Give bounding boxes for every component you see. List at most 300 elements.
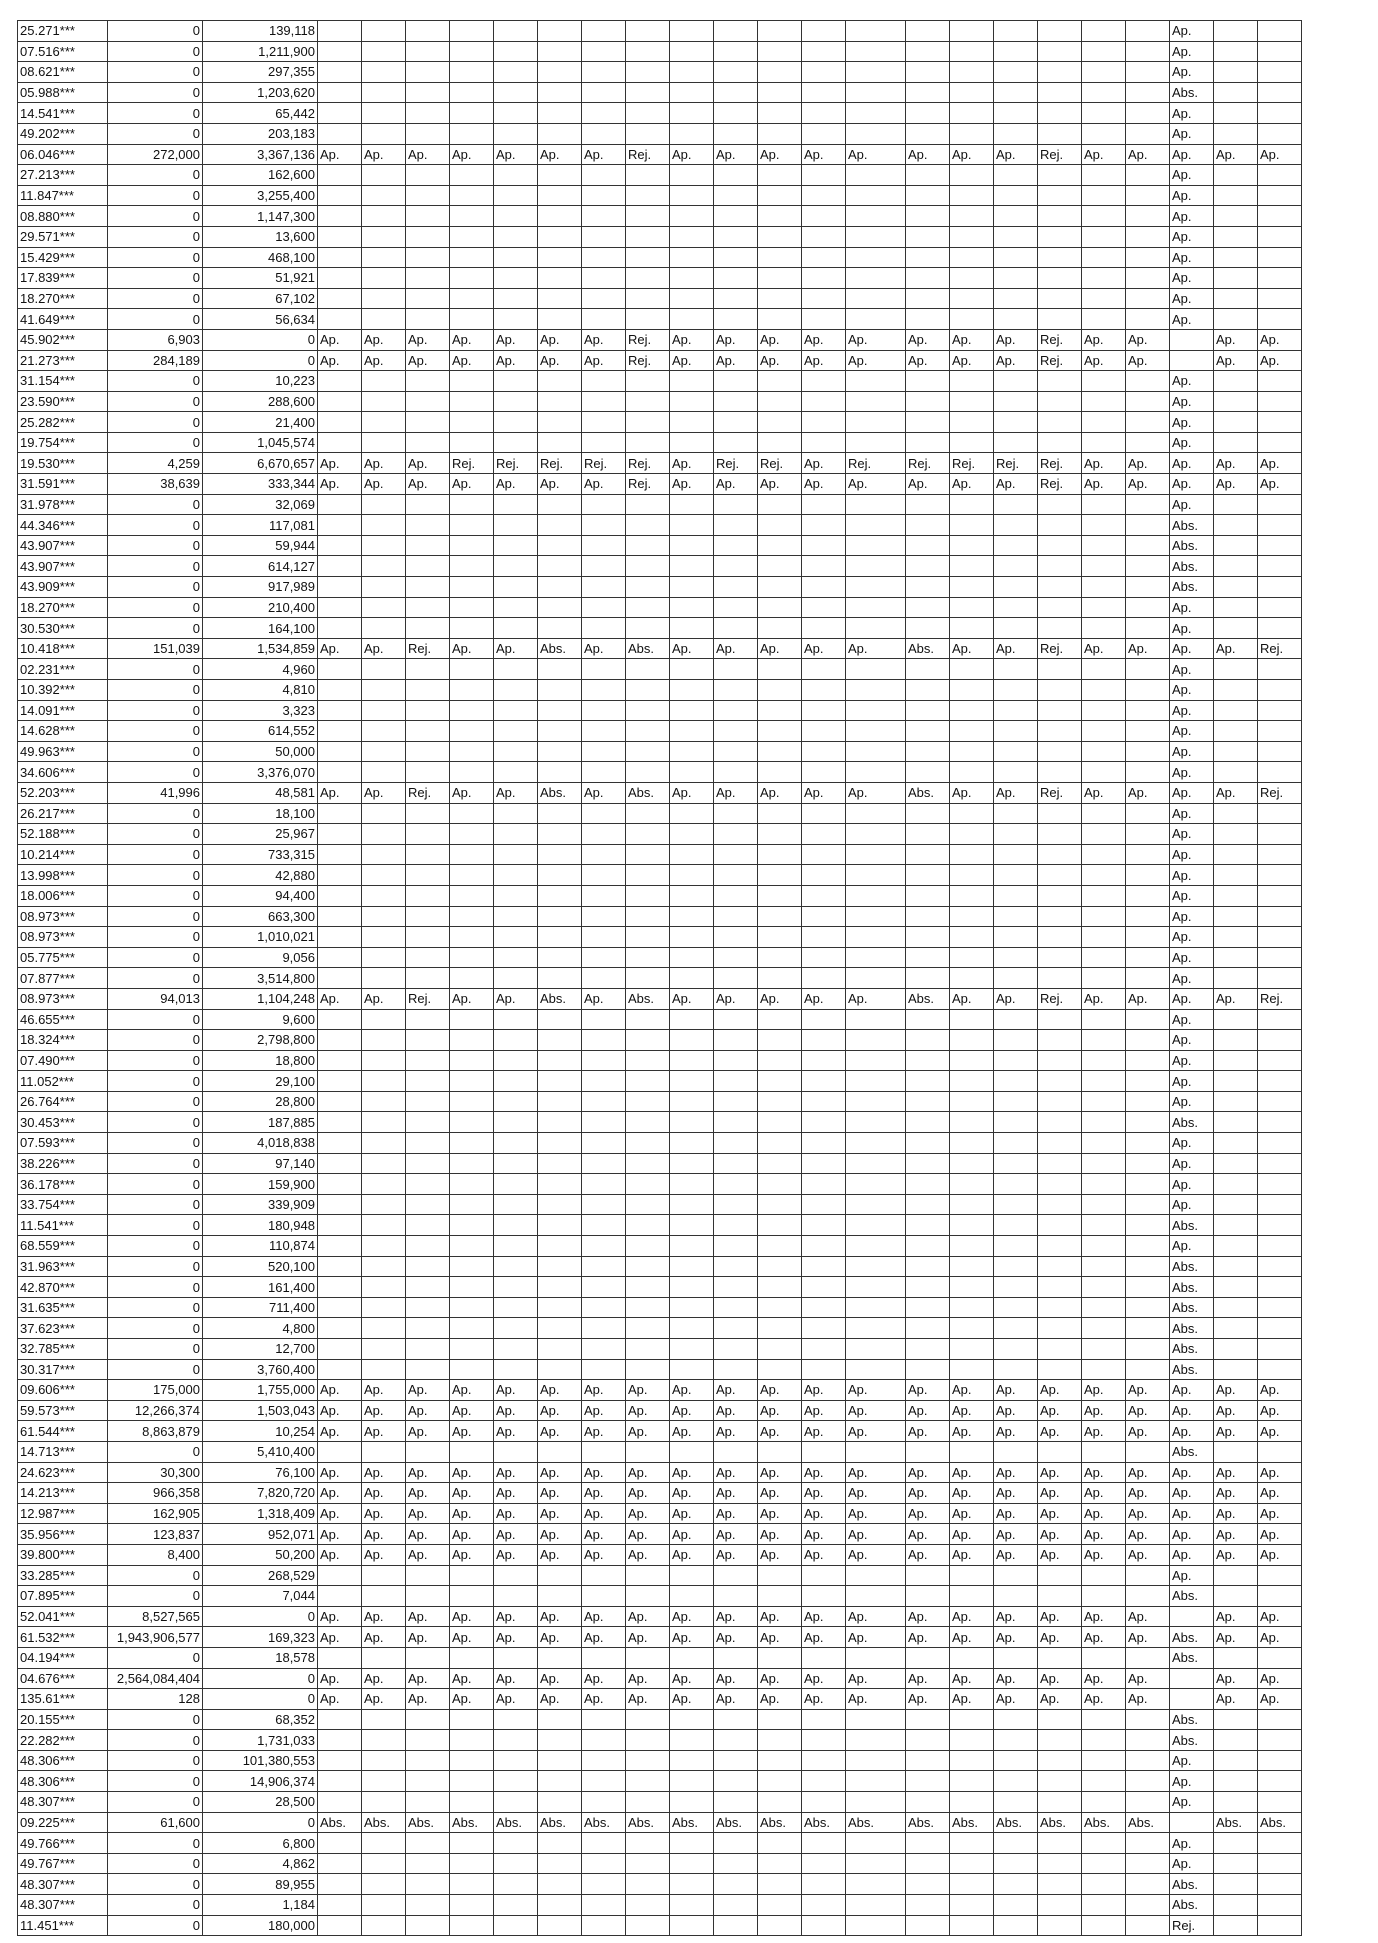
holder-id-cell: 22.282*** bbox=[18, 1730, 108, 1751]
shares-a-cell: 0 bbox=[108, 659, 203, 680]
vote-cell bbox=[1214, 1750, 1258, 1771]
table-row bbox=[18, 1215, 1302, 1236]
vote-cell bbox=[626, 741, 670, 762]
vote-cell: Ap. bbox=[1170, 988, 1214, 1009]
vote-cell bbox=[802, 947, 846, 968]
shares-a-cell: 2,564,084,404 bbox=[108, 1668, 203, 1689]
vote-cell: Abs. bbox=[626, 1812, 670, 1833]
vote-cell bbox=[1214, 1565, 1258, 1586]
vote-cell bbox=[1126, 165, 1170, 186]
holder-id-cell: 49.963*** bbox=[18, 741, 108, 762]
vote-cell: Ap. bbox=[714, 638, 758, 659]
vote-cell bbox=[950, 556, 994, 577]
vote-cell: Ap. bbox=[494, 350, 538, 371]
vote-cell bbox=[582, 577, 626, 598]
vote-cell bbox=[406, 103, 450, 124]
vote-cell bbox=[626, 1792, 670, 1813]
vote-cell bbox=[758, 515, 802, 536]
vote-cell: Ap. bbox=[950, 1606, 994, 1627]
vote-cell bbox=[582, 1730, 626, 1751]
vote-cell: Ap. bbox=[1170, 1071, 1214, 1092]
vote-cell: Ap. bbox=[450, 144, 494, 165]
vote-cell: Ap. bbox=[714, 1380, 758, 1401]
vote-cell bbox=[670, 1833, 714, 1854]
table-row bbox=[18, 1750, 1302, 1771]
vote-cell bbox=[906, 535, 950, 556]
vote-cell: Ap. bbox=[758, 782, 802, 803]
vote-cell: Ap. bbox=[1082, 1380, 1126, 1401]
vote-cell: Ap. bbox=[994, 1421, 1038, 1442]
vote-cell bbox=[582, 1030, 626, 1051]
table-row bbox=[18, 1359, 1302, 1380]
vote-cell bbox=[626, 947, 670, 968]
vote-cell bbox=[950, 844, 994, 865]
vote-cell bbox=[538, 1792, 582, 1813]
vote-cell bbox=[538, 680, 582, 701]
vote-cell bbox=[802, 844, 846, 865]
vote-cell bbox=[1258, 1853, 1302, 1874]
holder-id-cell: 43.907*** bbox=[18, 556, 108, 577]
vote-cell: Ap. bbox=[1170, 62, 1214, 83]
vote-cell bbox=[906, 968, 950, 989]
table-row bbox=[18, 721, 1302, 742]
shares-b-cell: 733,315 bbox=[203, 844, 318, 865]
vote-cell: Ap. bbox=[802, 329, 846, 350]
vote-cell bbox=[714, 700, 758, 721]
vote-cell: Ap. bbox=[538, 1544, 582, 1565]
shares-b-cell: 159,900 bbox=[203, 1174, 318, 1195]
shares-a-cell: 1,943,906,577 bbox=[108, 1627, 203, 1648]
vote-cell: Ap. bbox=[538, 1689, 582, 1710]
vote-cell bbox=[714, 659, 758, 680]
vote-cell bbox=[1258, 1792, 1302, 1813]
vote-cell bbox=[1082, 371, 1126, 392]
vote-cell: Abs. bbox=[494, 1812, 538, 1833]
vote-cell bbox=[318, 1915, 362, 1936]
vote-cell bbox=[362, 371, 406, 392]
vote-cell bbox=[538, 1565, 582, 1586]
vote-cell: Ap. bbox=[450, 1524, 494, 1545]
shares-b-cell: 68,352 bbox=[203, 1709, 318, 1730]
vote-cell bbox=[670, 597, 714, 618]
vote-cell bbox=[362, 21, 406, 42]
vote-cell bbox=[906, 824, 950, 845]
vote-cell bbox=[1082, 1792, 1126, 1813]
vote-cell bbox=[582, 1194, 626, 1215]
vote-cell bbox=[582, 1174, 626, 1195]
vote-cell bbox=[362, 247, 406, 268]
vote-cell bbox=[362, 865, 406, 886]
shares-b-cell: 76,100 bbox=[203, 1462, 318, 1483]
vote-cell bbox=[846, 803, 906, 824]
vote-cell bbox=[1258, 824, 1302, 845]
vote-cell bbox=[906, 762, 950, 783]
vote-cell: Ap. bbox=[906, 144, 950, 165]
vote-cell bbox=[1126, 185, 1170, 206]
vote-cell bbox=[714, 1771, 758, 1792]
table-row bbox=[18, 1380, 1302, 1401]
vote-cell bbox=[758, 185, 802, 206]
vote-cell: Ap. bbox=[994, 1668, 1038, 1689]
holder-id-cell: 30.530*** bbox=[18, 618, 108, 639]
vote-cell bbox=[714, 1215, 758, 1236]
vote-cell bbox=[626, 371, 670, 392]
vote-cell bbox=[626, 1339, 670, 1360]
vote-cell bbox=[538, 1647, 582, 1668]
vote-cell bbox=[1038, 1565, 1082, 1586]
vote-cell bbox=[406, 494, 450, 515]
vote-cell bbox=[1038, 741, 1082, 762]
vote-cell bbox=[714, 206, 758, 227]
vote-cell bbox=[494, 1112, 538, 1133]
vote-cell bbox=[1126, 1236, 1170, 1257]
vote-cell bbox=[758, 906, 802, 927]
shares-b-cell: 9,056 bbox=[203, 947, 318, 968]
vote-cell bbox=[1214, 41, 1258, 62]
vote-cell bbox=[406, 185, 450, 206]
vote-cell bbox=[846, 762, 906, 783]
shares-a-cell: 8,863,879 bbox=[108, 1421, 203, 1442]
vote-cell bbox=[1214, 515, 1258, 536]
vote-cell: Abs. bbox=[1170, 1627, 1214, 1648]
vote-cell bbox=[1214, 1853, 1258, 1874]
shares-b-cell: 4,862 bbox=[203, 1853, 318, 1874]
vote-cell bbox=[362, 824, 406, 845]
vote-cell bbox=[494, 1874, 538, 1895]
vote-cell bbox=[318, 659, 362, 680]
vote-cell bbox=[950, 494, 994, 515]
vote-cell bbox=[758, 680, 802, 701]
vote-cell bbox=[1082, 268, 1126, 289]
vote-cell bbox=[362, 1071, 406, 1092]
vote-cell: Ap. bbox=[1258, 1421, 1302, 1442]
vote-cell bbox=[318, 1174, 362, 1195]
holder-id-cell: 31.591*** bbox=[18, 474, 108, 495]
vote-cell bbox=[1258, 1174, 1302, 1195]
vote-cell: Ap. bbox=[362, 1524, 406, 1545]
vote-cell: Ap. bbox=[994, 329, 1038, 350]
table-row bbox=[18, 1297, 1302, 1318]
vote-cell bbox=[538, 1441, 582, 1462]
holder-id-cell: 30.453*** bbox=[18, 1112, 108, 1133]
vote-cell bbox=[846, 1874, 906, 1895]
vote-cell bbox=[994, 1647, 1038, 1668]
vote-cell bbox=[994, 268, 1038, 289]
shares-a-cell: 0 bbox=[108, 185, 203, 206]
vote-cell bbox=[714, 1153, 758, 1174]
vote-cell bbox=[1126, 206, 1170, 227]
vote-cell bbox=[538, 1091, 582, 1112]
shares-a-cell: 6,903 bbox=[108, 329, 203, 350]
vote-cell: Abs. bbox=[1170, 1112, 1214, 1133]
vote-cell bbox=[406, 597, 450, 618]
vote-cell bbox=[538, 700, 582, 721]
vote-cell: Ap. bbox=[362, 1400, 406, 1421]
vote-cell bbox=[714, 41, 758, 62]
vote-cell bbox=[406, 165, 450, 186]
vote-cell bbox=[670, 21, 714, 42]
vote-cell: Abs. bbox=[1170, 1215, 1214, 1236]
vote-cell: Ap. bbox=[714, 1689, 758, 1710]
vote-cell bbox=[406, 803, 450, 824]
vote-cell bbox=[318, 268, 362, 289]
vote-cell bbox=[626, 1215, 670, 1236]
vote-cell bbox=[1082, 391, 1126, 412]
vote-cell: Ap. bbox=[670, 350, 714, 371]
vote-cell bbox=[318, 1441, 362, 1462]
vote-cell bbox=[362, 432, 406, 453]
vote-cell: Ap. bbox=[494, 474, 538, 495]
vote-cell bbox=[846, 597, 906, 618]
vote-cell: Ap. bbox=[714, 1421, 758, 1442]
vote-cell bbox=[1038, 1833, 1082, 1854]
vote-cell bbox=[846, 1586, 906, 1607]
vote-cell bbox=[670, 1050, 714, 1071]
vote-cell bbox=[1214, 535, 1258, 556]
shares-b-cell: 97,140 bbox=[203, 1153, 318, 1174]
vote-cell bbox=[450, 1915, 494, 1936]
vote-cell bbox=[538, 1359, 582, 1380]
vote-cell bbox=[714, 1277, 758, 1298]
vote-cell bbox=[950, 123, 994, 144]
vote-cell: Ap. bbox=[670, 1668, 714, 1689]
vote-cell bbox=[758, 1709, 802, 1730]
vote-cell bbox=[450, 1647, 494, 1668]
vote-cell bbox=[450, 185, 494, 206]
vote-cell bbox=[582, 494, 626, 515]
table-row bbox=[18, 618, 1302, 639]
vote-cell bbox=[494, 1153, 538, 1174]
holder-id-cell: 48.306*** bbox=[18, 1750, 108, 1771]
vote-cell bbox=[846, 1133, 906, 1154]
vote-cell: Ap. bbox=[1082, 1421, 1126, 1442]
table-row bbox=[18, 1833, 1302, 1854]
vote-cell bbox=[670, 432, 714, 453]
vote-cell bbox=[994, 494, 1038, 515]
vote-cell bbox=[1038, 1792, 1082, 1813]
vote-cell bbox=[1214, 1730, 1258, 1751]
vote-cell: Ap. bbox=[758, 1524, 802, 1545]
vote-cell: Ap. bbox=[1170, 1503, 1214, 1524]
vote-cell bbox=[538, 803, 582, 824]
vote-cell bbox=[906, 371, 950, 392]
vote-cell bbox=[758, 1318, 802, 1339]
vote-cell bbox=[626, 288, 670, 309]
vote-cell bbox=[1082, 1194, 1126, 1215]
vote-cell bbox=[846, 1339, 906, 1360]
vote-cell: Rej. bbox=[626, 474, 670, 495]
vote-cell bbox=[318, 371, 362, 392]
vote-cell bbox=[950, 803, 994, 824]
vote-cell: Ap. bbox=[950, 1380, 994, 1401]
vote-cell bbox=[670, 1750, 714, 1771]
vote-cell bbox=[1214, 165, 1258, 186]
vote-cell bbox=[450, 1050, 494, 1071]
vote-cell bbox=[494, 268, 538, 289]
vote-cell: Ap. bbox=[538, 1380, 582, 1401]
vote-cell bbox=[582, 1647, 626, 1668]
vote-cell bbox=[758, 247, 802, 268]
vote-cell: Ap. bbox=[318, 1421, 362, 1442]
vote-cell bbox=[582, 1112, 626, 1133]
vote-cell bbox=[450, 1256, 494, 1277]
vote-cell bbox=[406, 577, 450, 598]
vote-cell bbox=[846, 123, 906, 144]
vote-cell bbox=[670, 1277, 714, 1298]
vote-cell: Ap. bbox=[1258, 1380, 1302, 1401]
vote-cell bbox=[1038, 1895, 1082, 1916]
vote-cell bbox=[1214, 1194, 1258, 1215]
vote-cell bbox=[758, 226, 802, 247]
vote-cell bbox=[1038, 1030, 1082, 1051]
vote-cell bbox=[670, 1565, 714, 1586]
table-row bbox=[18, 350, 1302, 371]
vote-cell: Ap. bbox=[906, 1668, 950, 1689]
vote-cell bbox=[1214, 597, 1258, 618]
shares-b-cell: 89,955 bbox=[203, 1874, 318, 1895]
vote-cell bbox=[626, 824, 670, 845]
vote-cell bbox=[582, 1009, 626, 1030]
vote-cell bbox=[362, 1792, 406, 1813]
shares-a-cell: 0 bbox=[108, 412, 203, 433]
vote-cell: Ap. bbox=[1258, 1524, 1302, 1545]
vote-cell bbox=[450, 371, 494, 392]
vote-cell bbox=[906, 1215, 950, 1236]
table-row bbox=[18, 309, 1302, 330]
vote-cell bbox=[1038, 62, 1082, 83]
shares-b-cell: 25,967 bbox=[203, 824, 318, 845]
shares-a-cell: 41,996 bbox=[108, 782, 203, 803]
vote-cell: Ap. bbox=[582, 1462, 626, 1483]
vote-cell bbox=[950, 1359, 994, 1380]
vote-cell: Ap. bbox=[626, 1462, 670, 1483]
vote-cell bbox=[1214, 1215, 1258, 1236]
vote-cell bbox=[1082, 700, 1126, 721]
vote-cell bbox=[582, 62, 626, 83]
vote-cell bbox=[450, 1112, 494, 1133]
vote-cell bbox=[1126, 906, 1170, 927]
vote-cell bbox=[802, 803, 846, 824]
vote-cell bbox=[362, 103, 406, 124]
vote-cell: Ap. bbox=[1170, 803, 1214, 824]
table-row bbox=[18, 144, 1302, 165]
vote-cell bbox=[1258, 1009, 1302, 1030]
shares-a-cell: 0 bbox=[108, 1174, 203, 1195]
vote-cell bbox=[494, 1133, 538, 1154]
shares-b-cell: 1,045,574 bbox=[203, 432, 318, 453]
vote-cell: Ap. bbox=[1082, 638, 1126, 659]
vote-cell bbox=[1170, 1689, 1214, 1710]
vote-cell bbox=[714, 185, 758, 206]
table-row bbox=[18, 103, 1302, 124]
vote-cell bbox=[1082, 1153, 1126, 1174]
vote-cell bbox=[450, 123, 494, 144]
vote-cell bbox=[494, 412, 538, 433]
vote-cell bbox=[1214, 412, 1258, 433]
vote-cell bbox=[846, 1194, 906, 1215]
vote-cell bbox=[1214, 185, 1258, 206]
holder-id-cell: 43.907*** bbox=[18, 535, 108, 556]
vote-cell bbox=[906, 1071, 950, 1092]
vote-cell: Ap. bbox=[406, 1689, 450, 1710]
vote-cell bbox=[1126, 1359, 1170, 1380]
vote-cell bbox=[450, 721, 494, 742]
vote-cell bbox=[1038, 268, 1082, 289]
vote-cell: Ap. bbox=[670, 1503, 714, 1524]
vote-cell: Ap. bbox=[994, 1627, 1038, 1648]
vote-cell bbox=[1126, 968, 1170, 989]
vote-cell: Ap. bbox=[1126, 1421, 1170, 1442]
vote-cell bbox=[670, 1339, 714, 1360]
vote-cell: Ap. bbox=[450, 1668, 494, 1689]
shares-b-cell: 0 bbox=[203, 1668, 318, 1689]
vote-cell: Ap. bbox=[1082, 988, 1126, 1009]
shares-b-cell: 14,906,374 bbox=[203, 1771, 318, 1792]
vote-cell bbox=[950, 165, 994, 186]
vote-cell bbox=[318, 1050, 362, 1071]
vote-cell bbox=[950, 1586, 994, 1607]
vote-cell: Ap. bbox=[1214, 1380, 1258, 1401]
vote-cell bbox=[1258, 1153, 1302, 1174]
vote-cell bbox=[494, 41, 538, 62]
vote-cell bbox=[714, 288, 758, 309]
holder-id-cell: 05.988*** bbox=[18, 82, 108, 103]
vote-cell bbox=[538, 1915, 582, 1936]
vote-cell bbox=[1170, 350, 1214, 371]
vote-cell bbox=[494, 21, 538, 42]
table-row bbox=[18, 371, 1302, 392]
vote-cell bbox=[1038, 1050, 1082, 1071]
vote-cell bbox=[494, 762, 538, 783]
vote-cell bbox=[714, 1915, 758, 1936]
vote-cell bbox=[1258, 515, 1302, 536]
vote-cell bbox=[494, 123, 538, 144]
vote-cell: Ap. bbox=[582, 638, 626, 659]
vote-cell bbox=[1126, 309, 1170, 330]
vote-cell: Ap. bbox=[670, 1544, 714, 1565]
vote-cell bbox=[846, 1730, 906, 1751]
shares-b-cell: 3,255,400 bbox=[203, 185, 318, 206]
vote-cell bbox=[494, 185, 538, 206]
vote-cell bbox=[1082, 1030, 1126, 1051]
table-row bbox=[18, 185, 1302, 206]
vote-cell bbox=[1258, 1318, 1302, 1339]
table-row bbox=[18, 494, 1302, 515]
shares-a-cell: 0 bbox=[108, 1194, 203, 1215]
vote-cell bbox=[582, 412, 626, 433]
vote-cell bbox=[950, 1297, 994, 1318]
vote-cell: Ap. bbox=[1214, 453, 1258, 474]
vote-cell bbox=[1126, 1174, 1170, 1195]
vote-cell: Ap. bbox=[406, 329, 450, 350]
vote-cell bbox=[494, 865, 538, 886]
vote-cell bbox=[950, 21, 994, 42]
holder-id-cell: 11.451*** bbox=[18, 1915, 108, 1936]
vote-cell bbox=[318, 1730, 362, 1751]
vote-cell bbox=[1126, 391, 1170, 412]
vote-cell bbox=[1082, 1833, 1126, 1854]
vote-cell: Abs. bbox=[906, 638, 950, 659]
vote-cell bbox=[494, 1030, 538, 1051]
vote-cell bbox=[1126, 1750, 1170, 1771]
vote-cell: Ap. bbox=[994, 1689, 1038, 1710]
shares-b-cell: 1,010,021 bbox=[203, 927, 318, 948]
vote-cell bbox=[362, 494, 406, 515]
holder-id-cell: 14.541*** bbox=[18, 103, 108, 124]
vote-cell bbox=[1214, 824, 1258, 845]
vote-cell bbox=[626, 1647, 670, 1668]
vote-cell bbox=[318, 515, 362, 536]
